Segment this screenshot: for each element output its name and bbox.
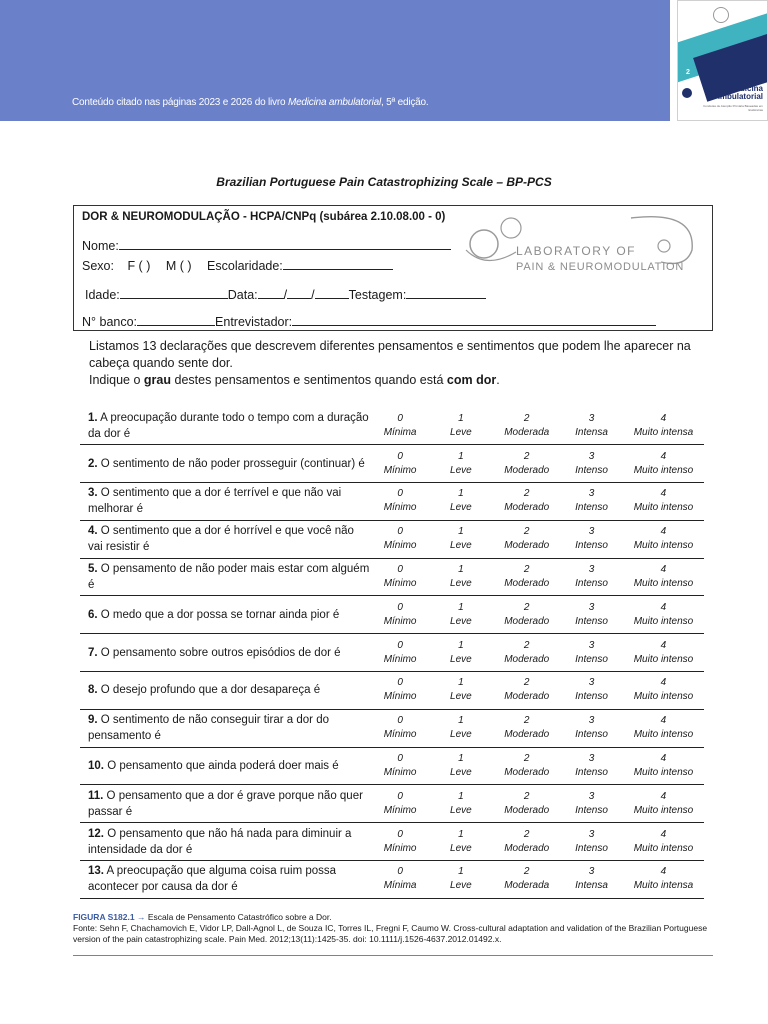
table-row (80, 747, 704, 785)
rating-option[interactable] (493, 407, 560, 445)
instructions-line-1: Listamos 13 declarações que descrevem diferentes pensamentos e sentimentos que podem lhe aparecer na cabeça quando sente dor. (89, 339, 691, 370)
item-number: 8. (88, 684, 98, 697)
rating-value: 4 (660, 639, 667, 651)
rating-option[interactable] (560, 483, 623, 521)
item-statement (80, 596, 372, 634)
rating-value: 2 (523, 866, 530, 878)
rating-value: 4 (660, 564, 667, 576)
brain-icon (470, 230, 498, 258)
rating-label: Mínimo (383, 578, 417, 590)
rating-option[interactable] (493, 445, 560, 483)
item-text: O pensamento que a dor é grave porque não quer passar é (88, 789, 363, 818)
date-separator: / (311, 288, 315, 302)
rating-option[interactable] (493, 861, 560, 899)
instructions (89, 338, 709, 389)
rating-value: 0 (397, 412, 403, 424)
rating-value: 3 (588, 639, 595, 651)
item-number: 2. (88, 457, 98, 470)
rating-label: Mínima (383, 426, 417, 438)
rating-value: 4 (660, 715, 667, 727)
item-statement (80, 445, 372, 483)
rating-label: Mínimo (383, 464, 417, 476)
rating-value: 1 (458, 601, 464, 613)
figure-label: FIGURA S182.1 (73, 912, 135, 922)
item-number: 6. (88, 608, 98, 621)
rating-label: Moderado (504, 691, 550, 703)
name-row (82, 236, 451, 253)
rating-option[interactable] (428, 596, 493, 634)
rating-option[interactable] (372, 483, 429, 521)
rating-value: 3 (588, 790, 595, 802)
rating-option[interactable] (372, 520, 429, 558)
rating-value: 0 (397, 601, 403, 613)
schooling-field[interactable] (283, 256, 393, 270)
rating-option[interactable] (493, 672, 560, 710)
rating-label: Muito intenso (633, 804, 694, 816)
rating-option[interactable] (493, 823, 560, 861)
rating-option[interactable] (623, 558, 704, 596)
rating-value: 1 (458, 450, 464, 462)
rating-value: 0 (397, 753, 403, 765)
testing-label: Testagem: (348, 288, 407, 302)
rating-value: 1 (458, 526, 464, 538)
rating-label: Moderado (504, 502, 550, 514)
rating-option[interactable] (372, 445, 429, 483)
arrow-icon: → (136, 912, 146, 922)
rating-option[interactable] (560, 861, 623, 899)
rating-option[interactable] (372, 634, 429, 672)
rating-option[interactable] (372, 785, 429, 823)
instructions-line-2: Indique o grau destes pensamentos e sentimentos quando está com dor. (89, 373, 500, 387)
rating-label: Intenso (575, 464, 608, 476)
rating-value: 3 (588, 412, 595, 424)
item-statement (80, 861, 372, 899)
rating-option[interactable] (372, 596, 429, 634)
rating-value: 4 (660, 866, 667, 878)
rating-label: Mínimo (383, 540, 417, 552)
table-row (80, 861, 704, 899)
rating-option[interactable] (372, 558, 429, 596)
rating-value: 1 (458, 790, 464, 802)
rating-option[interactable] (623, 861, 704, 899)
interviewer-field[interactable] (292, 312, 656, 326)
item-statement (80, 520, 372, 558)
rating-option[interactable] (428, 709, 493, 747)
rating-value: 4 (660, 601, 667, 613)
rating-value: 2 (523, 639, 530, 651)
rating-option[interactable] (493, 520, 560, 558)
rating-option[interactable] (493, 634, 560, 672)
rating-value: 1 (458, 677, 464, 689)
rating-value: 4 (660, 828, 667, 840)
rating-option[interactable] (428, 483, 493, 521)
rating-option[interactable] (623, 747, 704, 785)
item-text: O pensamento sobre outros episódios de dor é (97, 646, 341, 659)
figure-title: Escala de Pensamento Catastrófico sobre a Dor. (145, 912, 332, 922)
date-year-field[interactable] (315, 285, 349, 299)
rating-label: Moderado (504, 464, 550, 476)
rating-label: Intenso (575, 502, 608, 514)
rating-option[interactable] (428, 823, 493, 861)
rating-value: 2 (523, 564, 530, 576)
item-statement (80, 823, 372, 861)
rating-label: Intenso (575, 691, 608, 703)
rating-label: Intenso (575, 767, 608, 779)
rating-label: Leve (450, 804, 472, 816)
rating-value: 4 (660, 753, 667, 765)
rating-label: Muito intenso (633, 502, 694, 514)
sex-row (82, 256, 393, 273)
date-day-field[interactable] (258, 285, 284, 299)
table-row (80, 520, 704, 558)
rating-value: 1 (458, 639, 464, 651)
item-number: 4. (88, 525, 98, 538)
item-number: 5. (88, 563, 98, 576)
item-number: 7. (88, 646, 98, 659)
rating-option[interactable] (493, 483, 560, 521)
rating-value: 0 (397, 526, 403, 538)
rating-label: Muito intenso (633, 578, 694, 590)
testing-field[interactable] (406, 285, 486, 299)
item-text: O pensamento de não poder mais estar com alguém é (88, 563, 370, 592)
rating-label: Moderado (504, 729, 550, 741)
rating-option[interactable] (372, 407, 429, 445)
table-row (80, 483, 704, 521)
rating-value: 1 (458, 866, 464, 878)
rating-option[interactable] (623, 596, 704, 634)
rating-value: 1 (458, 753, 464, 765)
rating-label: Mínimo (383, 729, 417, 741)
rating-value: 3 (588, 526, 595, 538)
item-text: O medo que a dor possa se tornar ainda pior é (97, 608, 340, 621)
item-text: O sentimento de não conseguir tirar a dor do pensamento é (88, 714, 330, 743)
scale-items-table (80, 407, 704, 899)
lab-logo-line1: LABORATORY OF (516, 244, 636, 258)
rating-option[interactable] (560, 445, 623, 483)
item-text: O sentimento de não poder prosseguir (continuar) é (97, 457, 365, 470)
caption-divider (73, 955, 713, 956)
rating-option[interactable] (493, 596, 560, 634)
rating-option[interactable] (560, 747, 623, 785)
item-text: O desejo profundo que a dor desapareça é (97, 684, 321, 697)
rating-value: 4 (660, 790, 667, 802)
rating-value: 0 (397, 866, 403, 878)
sex-f-option[interactable]: F ( ) (127, 259, 151, 273)
item-text: O sentimento que a dor é horrível e que você não vai resistir é (88, 525, 354, 554)
bank-label: N° banco: (82, 315, 138, 329)
rating-value: 4 (660, 450, 667, 462)
item-text: O pensamento que não há nada para diminuir a intensidade da dor é (88, 827, 352, 856)
age-field[interactable] (120, 285, 228, 299)
rating-value: 4 (660, 488, 667, 500)
rating-value: 3 (588, 564, 595, 576)
rating-value: 3 (588, 450, 595, 462)
rating-label: Muito intenso (633, 691, 694, 703)
item-number: 3. (88, 487, 98, 500)
sex-label: Sexo: (82, 259, 114, 273)
citation-text: Conteúdo citado nas páginas 2023 e 2026 do livro Medicina ambulatorial, 5ª edição. (72, 97, 429, 108)
rating-value: 3 (588, 828, 595, 840)
rating-option[interactable] (623, 634, 704, 672)
rating-option[interactable] (428, 520, 493, 558)
rating-value: 3 (588, 866, 595, 878)
schooling-label: Escolaridade: (207, 259, 283, 273)
rating-option[interactable] (623, 483, 704, 521)
table-row (80, 407, 704, 445)
item-statement (80, 785, 372, 823)
rating-value: 2 (523, 677, 530, 689)
rating-option[interactable] (428, 634, 493, 672)
rating-value: 2 (523, 488, 530, 500)
date-month-field[interactable] (287, 285, 311, 299)
rating-option[interactable] (623, 445, 704, 483)
rating-option[interactable] (428, 672, 493, 710)
age-label: Idade: (85, 288, 120, 302)
rating-label: Moderado (504, 767, 550, 779)
cover-subtitle: Condutas de Atenção Primária Baseadas em Evidências (703, 104, 763, 112)
rating-option[interactable] (560, 785, 623, 823)
item-statement (80, 709, 372, 747)
rating-label: Muito intenso (633, 767, 694, 779)
item-number: 1. (88, 411, 98, 424)
table-row (80, 445, 704, 483)
rating-label: Leve (450, 540, 472, 552)
rating-label: Intenso (575, 653, 608, 665)
rating-label: Intensa (575, 426, 608, 438)
rating-label: Muito intenso (633, 653, 694, 665)
rating-option[interactable] (560, 672, 623, 710)
rating-value: 0 (397, 639, 403, 651)
rating-label: Mínimo (383, 767, 417, 779)
rating-label: Intenso (575, 615, 608, 627)
rating-label: Intenso (575, 804, 608, 816)
rating-label: Moderado (504, 842, 550, 854)
item-number: 13. (88, 865, 104, 878)
figure-caption (73, 912, 713, 945)
rating-option[interactable] (560, 823, 623, 861)
item-text: O pensamento que ainda poderá doer mais é (104, 760, 339, 773)
rating-label: Intenso (575, 842, 608, 854)
rating-value: 0 (397, 828, 403, 840)
item-text: A preocupação durante todo o tempo com a duração da dor é (88, 411, 369, 440)
rating-value: 2 (523, 601, 530, 613)
item-statement (80, 672, 372, 710)
rating-option[interactable] (372, 747, 429, 785)
rating-option[interactable] (623, 672, 704, 710)
rating-value: 0 (397, 790, 403, 802)
rating-option[interactable] (372, 709, 429, 747)
rating-label: Moderado (504, 615, 550, 627)
rating-value: 3 (588, 677, 595, 689)
item-text: A preocupação que alguma coisa ruim possa acontecer por causa da dor é (88, 865, 337, 894)
table-row (80, 785, 704, 823)
item-statement (80, 634, 372, 672)
rating-option[interactable] (493, 709, 560, 747)
rating-value: 1 (458, 564, 464, 576)
sex-m-option[interactable]: M ( ) (165, 259, 192, 273)
rating-value: 4 (660, 412, 667, 424)
rating-label: Leve (450, 578, 472, 590)
table-row (80, 709, 704, 747)
rating-label: Moderado (504, 653, 550, 665)
item-number: 11. (88, 789, 104, 802)
rating-option[interactable] (372, 823, 429, 861)
rating-value: 0 (397, 564, 403, 576)
rating-label: Muito intensa (633, 880, 694, 892)
rating-value: 4 (660, 677, 667, 689)
rating-value: 0 (397, 677, 403, 689)
patient-info-form (73, 205, 713, 331)
item-number: 10. (88, 760, 104, 773)
cover-number: 2 (686, 69, 690, 76)
age-row (85, 285, 486, 302)
rating-label: Muito intenso (633, 615, 694, 627)
rating-label: Muito intenso (633, 540, 694, 552)
rating-option[interactable] (428, 785, 493, 823)
rating-label: Moderado (504, 540, 550, 552)
table-row (80, 634, 704, 672)
rating-label: Mínimo (383, 502, 417, 514)
bank-row (82, 312, 656, 329)
rating-value: 2 (523, 412, 530, 424)
rating-label: Mínimo (383, 615, 417, 627)
node-icon (658, 240, 670, 252)
rating-value: 1 (458, 488, 464, 500)
lab-logo-line2: PAIN & NEUROMODULATION (516, 261, 685, 273)
rating-label: Moderado (504, 804, 550, 816)
rating-option[interactable] (428, 445, 493, 483)
rating-label: Moderada (504, 426, 550, 438)
rating-option[interactable] (428, 747, 493, 785)
book-cover-thumbnail (677, 0, 768, 121)
rating-value: 1 (458, 715, 464, 727)
item-statement (80, 747, 372, 785)
rating-label: Intenso (575, 578, 608, 590)
rating-label: Muito intenso (633, 842, 694, 854)
rating-option[interactable] (372, 672, 429, 710)
item-text: O sentimento que a dor é terrível e que não vai melhorar é (88, 487, 342, 516)
laboratory-logo (456, 210, 708, 274)
rating-option[interactable] (623, 709, 704, 747)
rating-label: Muito intenso (633, 464, 694, 476)
document-title: Brazilian Portuguese Pain Catastrophizing Scale – BP-PCS (216, 175, 552, 189)
name-field[interactable] (119, 236, 451, 250)
rating-label: Leve (450, 426, 472, 438)
rating-label: Intenso (575, 540, 608, 552)
name-label: Nome: (82, 239, 119, 253)
rating-label: Leve (450, 464, 472, 476)
rating-option[interactable] (560, 634, 623, 672)
rating-value: 2 (523, 790, 530, 802)
rating-label: Leve (450, 767, 472, 779)
head-icon (501, 218, 521, 238)
rating-label: Muito intensa (633, 426, 694, 438)
rating-value: 3 (588, 488, 595, 500)
table-row (80, 672, 704, 710)
rating-value: 0 (397, 488, 403, 500)
rating-value: 2 (523, 526, 530, 538)
figure-source: Fonte: Sehn F, Chachamovich E, Vidor LP, Dall-Agnol L, de Souza IC, Torres IL, Fregni F, Caumo W. Cross-cultural adaptation and validation of the Brazilian Portuguese version of the pain catastrophizing scale. Pain Med. 2012;13(11):1425-35. doi: 10.1111/j.1526-4637.2012.01492.x. (73, 923, 708, 944)
rating-option[interactable] (493, 558, 560, 596)
interviewer-label: Entrevistador: (215, 315, 293, 329)
rating-option[interactable] (428, 407, 493, 445)
rating-label: Leve (450, 729, 472, 741)
table-row (80, 823, 704, 861)
date-separator: / (283, 288, 288, 302)
rating-option[interactable] (623, 823, 704, 861)
rating-label: Mínima (383, 880, 417, 892)
rating-option[interactable] (428, 558, 493, 596)
cover-title: Medicina Ambulatorial (714, 84, 763, 101)
table-row (80, 596, 704, 634)
rating-value: 4 (660, 526, 667, 538)
rating-value: 3 (588, 753, 595, 765)
rating-label: Leve (450, 615, 472, 627)
rating-label: Intensa (575, 880, 608, 892)
rating-value: 3 (588, 601, 595, 613)
rating-label: Leve (450, 880, 472, 892)
item-number: 9. (88, 714, 98, 727)
rating-option[interactable] (560, 520, 623, 558)
bank-field[interactable] (137, 312, 215, 326)
item-number: 12. (88, 827, 104, 840)
rating-value: 3 (588, 715, 595, 727)
rating-option[interactable] (623, 407, 704, 445)
rating-option[interactable] (560, 407, 623, 445)
rating-value: 2 (523, 715, 530, 727)
rating-value: 0 (397, 715, 403, 727)
rating-value: 0 (397, 450, 403, 462)
rating-label: Moderado (504, 578, 550, 590)
rating-label: Mínimo (383, 804, 417, 816)
rating-label: Leve (450, 502, 472, 514)
rating-option[interactable] (428, 861, 493, 899)
rating-value: 2 (523, 753, 530, 765)
date-label: Data: (227, 288, 258, 302)
rating-label: Leve (450, 653, 472, 665)
rating-label: Mínimo (383, 691, 417, 703)
rating-label: Leve (450, 842, 472, 854)
rating-label: Mínimo (383, 842, 417, 854)
rating-option[interactable] (493, 785, 560, 823)
item-statement (80, 558, 372, 596)
rating-label: Moderada (504, 880, 550, 892)
rating-label: Intenso (575, 729, 608, 741)
rating-value: 2 (523, 828, 530, 840)
rating-option[interactable] (623, 785, 704, 823)
rating-label: Mínimo (383, 653, 417, 665)
rating-option[interactable] (372, 861, 429, 899)
rating-value: 2 (523, 450, 530, 462)
rating-value: 1 (458, 412, 464, 424)
item-statement (80, 483, 372, 521)
seal-icon (713, 7, 729, 23)
rating-value: 1 (458, 828, 464, 840)
rating-label: Leve (450, 691, 472, 703)
item-statement (80, 407, 372, 445)
rating-option[interactable] (623, 520, 704, 558)
rating-option[interactable] (560, 558, 623, 596)
form-header: DOR & NEUROMODULAÇÃO - HCPA/CNPq (subárea 2.10.08.00 - 0) (82, 211, 446, 223)
table-row (80, 558, 704, 596)
rating-option[interactable] (560, 596, 623, 634)
rating-label: Muito intenso (633, 729, 694, 741)
rating-option[interactable] (493, 747, 560, 785)
publisher-logo-icon (682, 88, 692, 98)
rating-option[interactable] (560, 709, 623, 747)
